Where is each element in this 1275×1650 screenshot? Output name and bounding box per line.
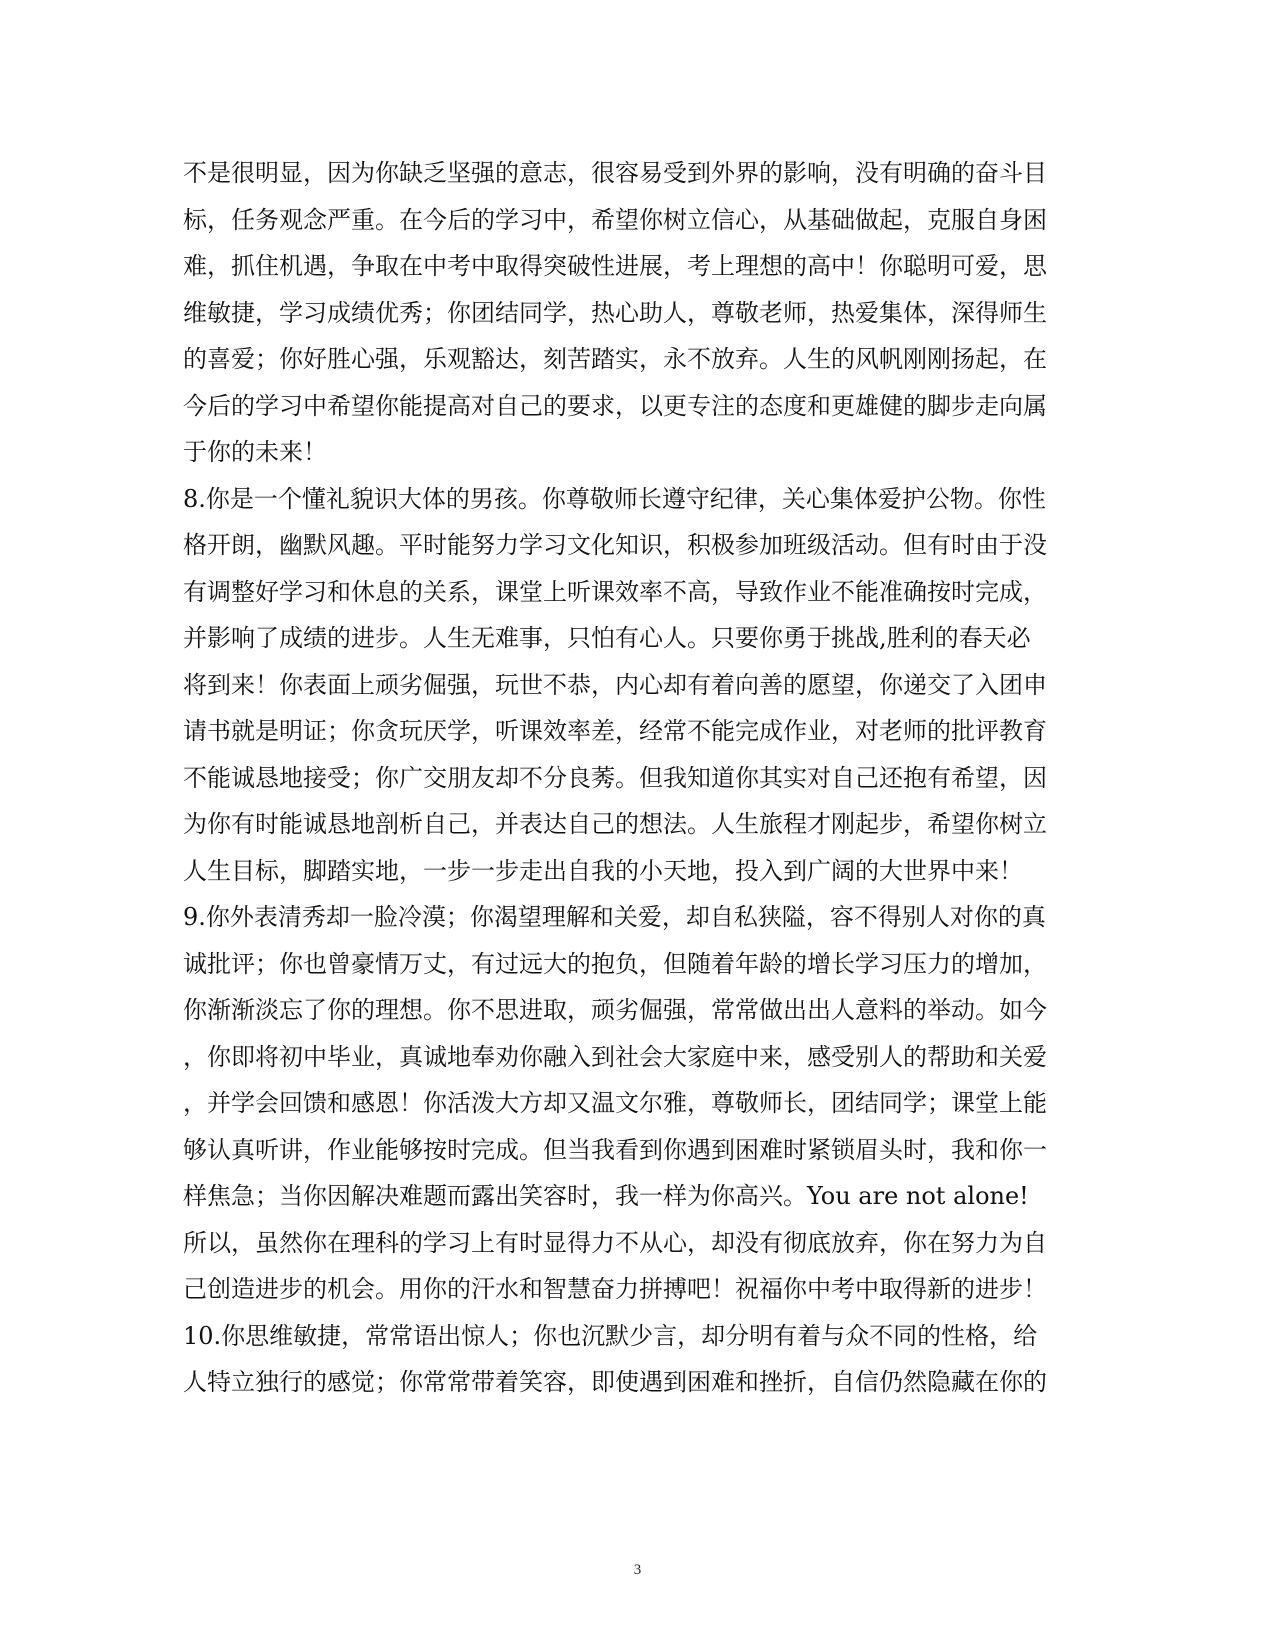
text-line: 于你的未来！ bbox=[183, 438, 327, 466]
text-line: 不能诚恳地接受；你广交朋友却不分良莠。但我知道你其实对自己还抱有希望，因 bbox=[183, 763, 1047, 792]
text-line: 为你有时能诚恳地剖析自己，并表达自己的想法。人生旅程才刚起步，希望你树立 bbox=[183, 810, 1047, 838]
text-line: 所以，虽然你在理科的学习上有时显得力不从心，却没有彻底放弃，你在努力为自 bbox=[183, 1228, 1047, 1257]
text-line: 10.你思维敏捷，常常语出惊人；你也沉默少言，却分明有着与众不同的性格，给 bbox=[183, 1321, 1038, 1350]
text-line: 诚批评；你也曾豪情万丈，有过远大的抱负，但随着年龄的增长学习压力的增加， bbox=[183, 949, 1047, 978]
text-line: 难，抓住机遇，争取在中考中取得突破性进展，考上理想的高中！你聪明可爱，思 bbox=[183, 252, 1047, 280]
text-line: 并影响了成绩的进步。人生无难事，只怕有心人。只要你勇于挑战,胜利的春天必 bbox=[183, 624, 1031, 652]
text-line: 请书就是明证；你贪玩厌学，听课效率差，经常不能完成作业，对老师的批评教育 bbox=[183, 717, 1047, 745]
text-line: 人特立独行的感觉；你常常带着笑容，即使遇到困难和挫折，自信仍然隐藏在你的 bbox=[183, 1368, 1047, 1396]
text-line: 9.你外表清秀却一脸冷漠；你渴望理解和关爱，却自私狭隘，容不得别人对你的真 bbox=[183, 903, 1046, 931]
text-line: 不是很明显，因为你缺乏坚强的意志，很容易受到外界的影响，没有明确的奋斗目 bbox=[183, 159, 1047, 187]
text-line: 标，任务观念严重。在今后的学习中，希望你树立信心，从基础做起，克服自身困 bbox=[183, 205, 1047, 234]
text-line: 格开朗，幽默风趣。平时能努力学习文化知识，积极参加班级活动。但有时由于没 bbox=[183, 531, 1047, 559]
text-line: ，你即将初中毕业，真诚地奉劝你融入到社会大家庭中来，感受别人的帮助和关爱 bbox=[183, 1042, 1047, 1071]
text-line: 人生目标，脚踏实地，一步一步走出自我的小天地，投入到广阔的大世界中来！ bbox=[183, 856, 1023, 885]
text-line: 的喜爱；你好胜心强，乐观豁达，刻苦踏实，永不放弃。人生的风帆刚刚扬起，在 bbox=[183, 345, 1047, 373]
text-line: ，并学会回馈和感恩！你活泼大方却又温文尔雅，尊敬师长，团结同学；课堂上能 bbox=[183, 1089, 1047, 1117]
text-line: 有调整好学习和休息的关系，课堂上听课效率不高，导致作业不能准确按时完成， bbox=[183, 577, 1047, 606]
text-line: 你渐渐淡忘了你的理想。你不思进取，顽劣倔强，常常做出出人意料的举动。如今 bbox=[183, 996, 1047, 1024]
text-line: 样焦急；当你因解决难题而露出笑容时，我一样为你高兴。You are not alone! bbox=[183, 1182, 1029, 1210]
text-line: 维敏捷，学习成绩优秀；你团结同学，热心助人，尊敬老师，热爱集体，深得师生 bbox=[183, 298, 1047, 327]
text-line: 够认真听讲，作业能够按时完成。但当我看到你遇到困难时紧锁眉头时，我和你一 bbox=[183, 1135, 1047, 1164]
text-line: 8.你是一个懂礼貌识大体的男孩。你尊敬师长遵守纪律，关心集体爱护公物。你性 bbox=[183, 484, 1046, 513]
page-number: 3 bbox=[633, 1562, 642, 1578]
body-text bbox=[183, 150, 1098, 1406]
text-line: 今后的学习中希望你能提高对自己的要求，以更专注的态度和更雄健的脚步走向属 bbox=[183, 391, 1047, 420]
text-line: 己创造进步的机会。用你的汗水和智慧奋力拼搏吧！祝福你中考中取得新的进步！ bbox=[183, 1275, 1047, 1303]
text-line: 将到来！你表面上顽劣倔强，玩世不恭，内心却有着向善的愿望，你递交了入团申 bbox=[183, 670, 1047, 699]
